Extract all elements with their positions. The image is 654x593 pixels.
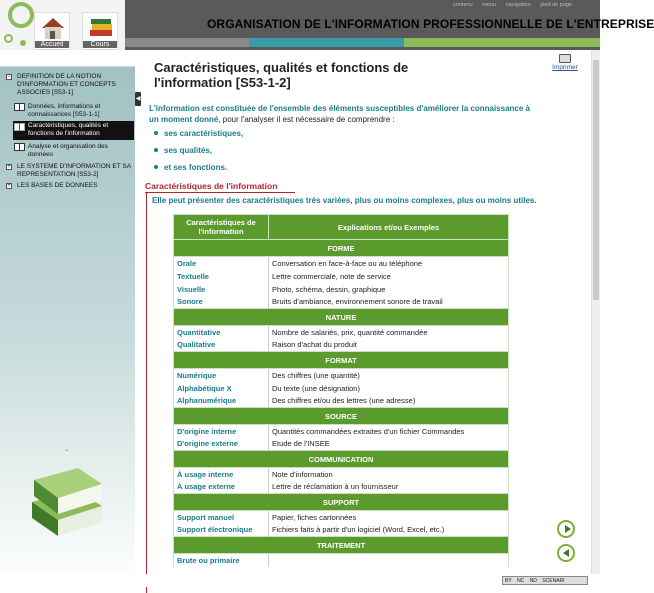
- book-icon: [14, 103, 25, 111]
- big-book-icon: [26, 462, 106, 538]
- logo-ring-icon: [8, 2, 34, 28]
- table-group-row: [174, 451, 509, 468]
- group-header: FORMAT: [174, 352, 509, 369]
- books-icon: [84, 15, 118, 41]
- characteristic-cell: Alphanumérique: [174, 395, 269, 408]
- table-row: [174, 438, 509, 451]
- book-icon: [14, 123, 25, 131]
- sidebar-item-label: DEFINITION DE LA NOTION D'INFORMATION ET CONCEPTS ASSOCIES [S53-1]: [17, 73, 116, 96]
- table-row: [174, 326, 509, 339]
- main-content: [142, 50, 590, 587]
- header-bar-teal: [249, 38, 404, 47]
- table-group-row: [174, 408, 509, 425]
- example-cell: Nombre de salariés, prix, quantité commandée: [269, 326, 509, 339]
- characteristic-cell: Brute ou primaire: [174, 554, 269, 567]
- group-header: SOURCE: [174, 408, 509, 425]
- table-row: [174, 481, 509, 494]
- scrollbar-thumb[interactable]: [593, 60, 599, 300]
- column-header: Caractéristiques de l'information: [174, 215, 269, 240]
- table-group-row: [174, 537, 509, 554]
- intro-paragraph: [149, 103, 530, 125]
- logo-dot-icon: [4, 34, 13, 43]
- sidebar-collapse-button[interactable]: ◀: [135, 92, 141, 106]
- table-row: [174, 270, 509, 283]
- table-header-row: [174, 215, 509, 240]
- sidebar-item-label: Caractéristiques, qualités et fonctions de l'information: [28, 122, 109, 137]
- characteristic-cell: Support manuel: [174, 511, 269, 524]
- characteristic-cell: Textuelle: [174, 270, 269, 283]
- example-cell: Photo, schéma, dessin, graphique: [269, 283, 509, 296]
- sidebar-item-bases[interactable]: [6, 182, 132, 190]
- table-group-row: [174, 494, 509, 511]
- arrow-left-icon: [563, 549, 569, 557]
- characteristic-cell: Visuelle: [174, 283, 269, 296]
- list-item: ses qualités,: [152, 146, 243, 163]
- group-header: FORME: [174, 240, 509, 257]
- sidebar-item-analyse[interactable]: [14, 143, 132, 159]
- arrow-right-icon: [565, 525, 571, 533]
- characteristic-cell: À usage interne: [174, 468, 269, 481]
- table-row: [174, 339, 509, 352]
- example-cell: Du texte (une désignation): [269, 382, 509, 395]
- sidebar-item-definition[interactable]: [6, 73, 132, 97]
- table-group-row: [174, 309, 509, 326]
- sidebar-item-donnees[interactable]: [14, 103, 132, 119]
- example-cell: Etude de l'INSEE: [269, 438, 509, 451]
- utility-links: [445, 2, 572, 8]
- chevron-down-icon[interactable]: ⌄: [64, 447, 70, 453]
- section-description: Elle peut présenter des caractéristiques très variées, plus ou moins complexes, plus ou moins utiles.: [152, 196, 537, 205]
- list-item: ses caractéristiques,: [152, 129, 243, 146]
- example-cell: Lettre commerciale, note de service: [269, 270, 509, 283]
- footer: [0, 574, 600, 587]
- example-cell: Bruits d'ambiance, environnement sonore de travail: [269, 296, 509, 309]
- characteristic-cell: D'origine externe: [174, 438, 269, 451]
- characteristic-cell: Quantitative: [174, 326, 269, 339]
- characteristic-cell: Support électronique: [174, 524, 269, 537]
- logo-dot-icon: [20, 40, 26, 46]
- bullet-list: [152, 129, 243, 180]
- example-cell: Conversation en face-à-face ou au téléphone: [269, 257, 509, 270]
- table-row: [174, 524, 509, 537]
- characteristic-cell: Qualitative: [174, 339, 269, 352]
- example-cell: Des chiffres et/ou des lettres (une adresse): [269, 395, 509, 408]
- sidebar-item-label: LES BASES DE DONNEES: [17, 182, 98, 189]
- table-row: [174, 468, 509, 481]
- util-link-content[interactable]: contenu: [453, 2, 473, 8]
- example-cell: Raison d'achat du produit: [269, 339, 509, 352]
- characteristic-cell: Alphabétique X: [174, 382, 269, 395]
- table-row: [174, 369, 509, 382]
- vertical-scrollbar[interactable]: [591, 50, 600, 587]
- site-title: ORGANISATION DE L'INFORMATION PROFESSIONNELLE DE L'ENTREPRISE: [207, 17, 654, 31]
- header-bar-grey: [125, 38, 249, 47]
- collapse-box-icon[interactable]: −: [7, 74, 11, 80]
- expand-box-icon[interactable]: +: [7, 164, 11, 170]
- sidebar-item-label: Données, informations et connaissances [S53-1-1]: [28, 103, 101, 118]
- table-row: [174, 296, 509, 309]
- license-part: BY: [505, 578, 512, 584]
- intro-rest: , pour l'analyser il est nécessaire de comprendre :: [218, 115, 395, 124]
- list-item: et ses fonctions.: [152, 163, 243, 180]
- table-row: [174, 382, 509, 395]
- table-row: [174, 283, 509, 296]
- sidebar-item-label: Analyse et organisation des données: [28, 143, 108, 158]
- characteristic-cell: Orale: [174, 257, 269, 270]
- util-link-menu[interactable]: menu: [482, 2, 497, 8]
- license-part: ND: [529, 578, 537, 584]
- home-button-label: Accueil: [35, 41, 69, 48]
- table-row: [174, 257, 509, 270]
- example-cell: Note d'information: [269, 468, 509, 481]
- group-header: COMMUNICATION: [174, 451, 509, 468]
- courses-button[interactable]: [82, 12, 118, 50]
- expand-box-icon[interactable]: +: [7, 183, 11, 189]
- example-cell: [269, 554, 509, 567]
- book-icon: [14, 143, 25, 151]
- characteristics-table: [173, 214, 509, 567]
- section-title: Caractéristiques de l'information: [145, 181, 278, 191]
- group-header: SUPPORT: [174, 494, 509, 511]
- characteristic-cell: D'origine interne: [174, 425, 269, 438]
- table-body: [174, 240, 509, 567]
- previous-page-button[interactable]: [557, 544, 575, 562]
- table-group-row: [174, 240, 509, 257]
- sidebar-item-label: LE SYSTEME D'INFORMATION ET SA REPRESENTATION [S53-2]: [17, 163, 131, 178]
- sidebar: [0, 50, 135, 587]
- group-header: NATURE: [174, 309, 509, 326]
- next-page-button[interactable]: [557, 520, 575, 538]
- sidebar-top-strip: [0, 50, 135, 67]
- page-title: Caractéristiques, qualités et fonctions de l'information [S53-1-2]: [154, 60, 409, 90]
- column-header: Explications et/ou Exemples: [269, 215, 509, 240]
- license-part: NC: [517, 578, 525, 584]
- table-row: [174, 511, 509, 524]
- table-group-row: [174, 352, 509, 369]
- example-cell: Quantités commandées extraites d'un fichier Commandes: [269, 425, 509, 438]
- print-label: Imprimer: [552, 64, 578, 71]
- characteristic-cell: Sonore: [174, 296, 269, 309]
- header-bar-green: [404, 38, 600, 47]
- printer-icon: [559, 54, 571, 63]
- house-icon: [36, 15, 70, 41]
- print-button[interactable]: [550, 54, 580, 71]
- characteristic-cell: Numérique: [174, 369, 269, 382]
- example-cell: Fichiers faits à partir d'un logiciel (Word, Excel, etc.): [269, 524, 509, 537]
- sidebar-item-systeme[interactable]: [6, 163, 132, 179]
- license-part: SCENARI: [542, 578, 565, 584]
- sidebar-item-caracteristiques[interactable]: [13, 121, 134, 140]
- header: [0, 0, 654, 50]
- util-link-navigation[interactable]: navigation: [505, 2, 531, 8]
- table-row: [174, 395, 509, 408]
- characteristic-cell: À usage externe: [174, 481, 269, 494]
- example-cell: Papier, fiches cartonnées: [269, 511, 509, 524]
- courses-button-label: Cours: [83, 41, 117, 48]
- util-link-footer[interactable]: pied de page: [540, 2, 572, 8]
- example-cell: Lettre de réclamation à un fournisseur: [269, 481, 509, 494]
- table-row: [174, 425, 509, 438]
- table-row: [174, 554, 509, 567]
- example-cell: Des chiffres (une quantité): [269, 369, 509, 382]
- home-button[interactable]: [34, 12, 70, 50]
- license-badge[interactable]: [502, 576, 588, 585]
- group-header: TRAITEMENT: [174, 537, 509, 554]
- intro-highlight: L'information est constituée de l'ensemble des éléments susceptibles d'améliorer la connaissance à un moment donné: [149, 104, 530, 124]
